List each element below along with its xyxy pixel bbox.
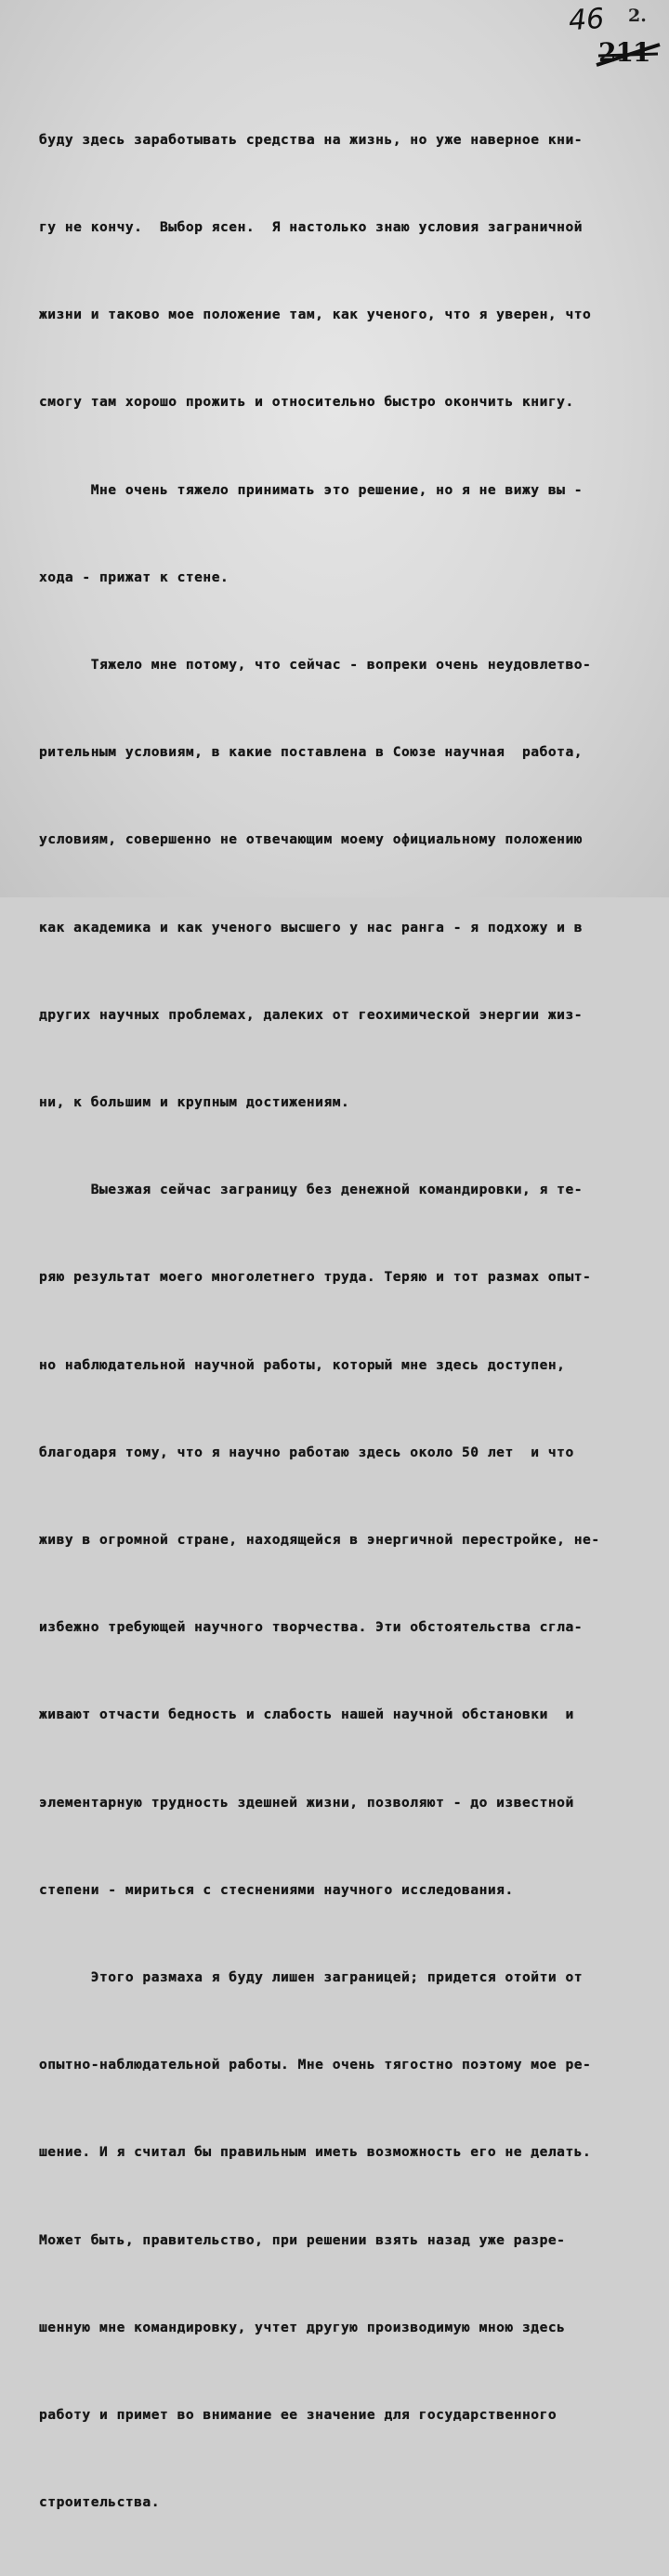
text-line: условиям, совершенно не отвечающим моему официальному положению — [39, 831, 584, 848]
text-line: Выезжая сейчас заграницу без денежной командировки, я те- — [39, 1182, 584, 1198]
text-line: опытно-наблюдательной работы. Мне очень тягостно поэтому мое ре- — [39, 2057, 592, 2073]
text-line: как академика и как ученого высшего у нас ранга - я подхожу и в — [39, 919, 584, 935]
text-line: смогу там хорошо прожить и относительно быстро окончить книгу. — [39, 394, 574, 411]
text-line: ряю результат моего многолетнего труда. Теряю и тот размах опыт- — [39, 1269, 592, 1286]
text-line: гу не кончу. Выбор ясен. Я настолько знаю условия заграничной — [39, 219, 584, 236]
text-line: Мне очень тяжело принимать это решение, но я не вижу вы - — [39, 481, 584, 498]
text-line: шение. И я считал бы правильным иметь возможность его не делать. — [39, 2144, 592, 2161]
text-line: Может быть, правительство, при решении взять назад уже разре- — [39, 2231, 566, 2248]
text-line: благодаря тому, что я научно работаю здесь около 50 лет и что — [39, 1444, 574, 1460]
text-line: других научных проблемах, далеких от геохимической энергии жиз- — [39, 1006, 584, 1023]
text-line: избежно требующей научного творчества. Эти обстоятельства сгла- — [39, 1619, 584, 1636]
text-line: рительным условиям, в какие поставлена в Союзе научная работа, — [39, 744, 584, 761]
text-line: хода - прижат к стене. — [39, 569, 230, 585]
text-line: но наблюдательной научной работы, который мне здесь доступен, — [39, 1356, 566, 1373]
letter-body — [39, 67, 665, 2576]
typed-page-number: 2. — [628, 6, 647, 26]
text-line: строительства. — [39, 2494, 161, 2511]
text-line: степени - мириться с стеснениями научного исследования. — [39, 1881, 514, 1898]
handwritten-page-number: 46 — [567, 2, 606, 38]
text-line: Тяжело мне потому, что сейчас - вопреки очень неудовлетво- — [39, 657, 592, 673]
text-line: элементарную трудность здешней жизни, позволяют - до известной — [39, 1794, 574, 1811]
text-line: буду здесь заработывать средства на жизнь, но уже наверное кни- — [39, 131, 584, 148]
struck-out-number: 211 — [598, 37, 650, 68]
text-line: работу и примет во внимание ее значение для государственного — [39, 2407, 558, 2424]
text-line: ни, к большим и крупным достижениям. — [39, 1094, 350, 1111]
text-line: живу в огромной стране, находящейся в энергичной перестройке, не- — [39, 1532, 600, 1549]
text-line: Этого размаха я буду лишен заграницей; придется отойти от — [39, 1969, 584, 1986]
text-line: шенную мне командировку, учтет другую производимую мною здесь — [39, 2319, 566, 2335]
text-line: живают отчасти бедность и слабость нашей научной обстановки и — [39, 1706, 574, 1723]
text-line: жизни и таково мое положение там, как ученого, что я уверен, что — [39, 307, 592, 323]
